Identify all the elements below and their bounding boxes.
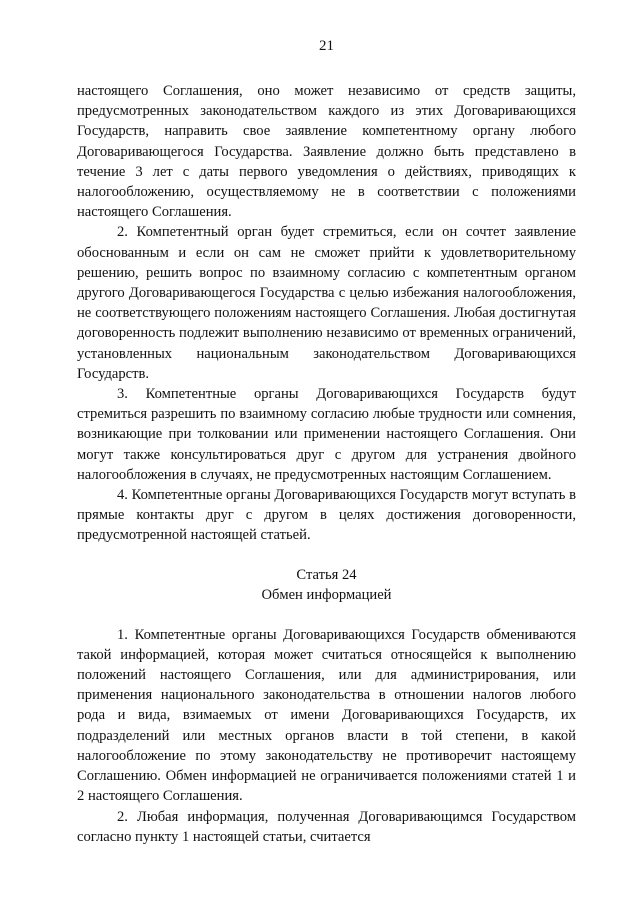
paragraph-item-4: 4. Компетентные органы Договаривающихся Государств могут вступать в прямые контакты друг с другом в целях достижения договоренности, предусмотренной настоящей статьей.	[77, 487, 576, 544]
article-number: Статья 24	[296, 566, 357, 583]
paragraph-article-item-2: 2. Любая информация, полученная Договаривающимся Государством согласно пункту 1 настоящей статьи, считается	[77, 808, 576, 845]
paragraph-continuation: настоящего Соглашения, оно может независимо от средств защиты, предусмотренных законодательством каждого из этих Договаривающихся Государств, направить свое заявление компетентному органу любого Договаривающегося Государства. Заявление должно быть представлено в течение 3 лет с даты первого уведомления о действиях, приводящих к налогообложению, осуществляемому не в соответствии с положениями настоящего Соглашения.	[77, 83, 576, 221]
paragraph-item-2: 2. Компетентный орган будет стремиться, если он сочтет заявление обоснованным и если он сам не сможет прийти к удовлетворительному решению, решить вопрос по взаимному согласию с компетентным органом другого Договаривающегося Государства с целью избежания налогообложения, не соответствующего положениям настоящего Соглашения. Любая достигнутая договоренность подлежит выполнению независимо от временных ограничений, установленных национальным законодательством Договаривающихся Государств.	[77, 224, 576, 382]
article-title: Обмен информацией	[261, 586, 392, 603]
article-heading	[77, 565, 576, 605]
paragraph-article-item-1: 1. Компетентные органы Договаривающихся Государств обмениваются такой информацией, которая может считаться относящейся к выполнению положений настоящего Соглашения, или для администрирования, или применения национального законодательства в отношении налогов любого рода и вида, взимаемых от имени Договаривающихся Государств, их подразделений или местных органов власти в той степени, в какой налогообложение по этому законодательству не противоречит настоящему Соглашению. Обмен информацией не ограничивается положениями статей 1 и 2 настоящего Соглашения.	[77, 626, 576, 805]
paragraph-item-3: 3. Компетентные органы Договаривающихся Государств будут стремиться разрешить по взаимному согласию любые трудности или сомнения, возникающие при толковании или применении настоящего Соглашения. Они могут также консультироваться друг с другом для устранения двойного налогообложения в случаях, не предусмотренных настоящим Соглашением.	[77, 386, 576, 483]
page-number: 21	[319, 38, 334, 54]
